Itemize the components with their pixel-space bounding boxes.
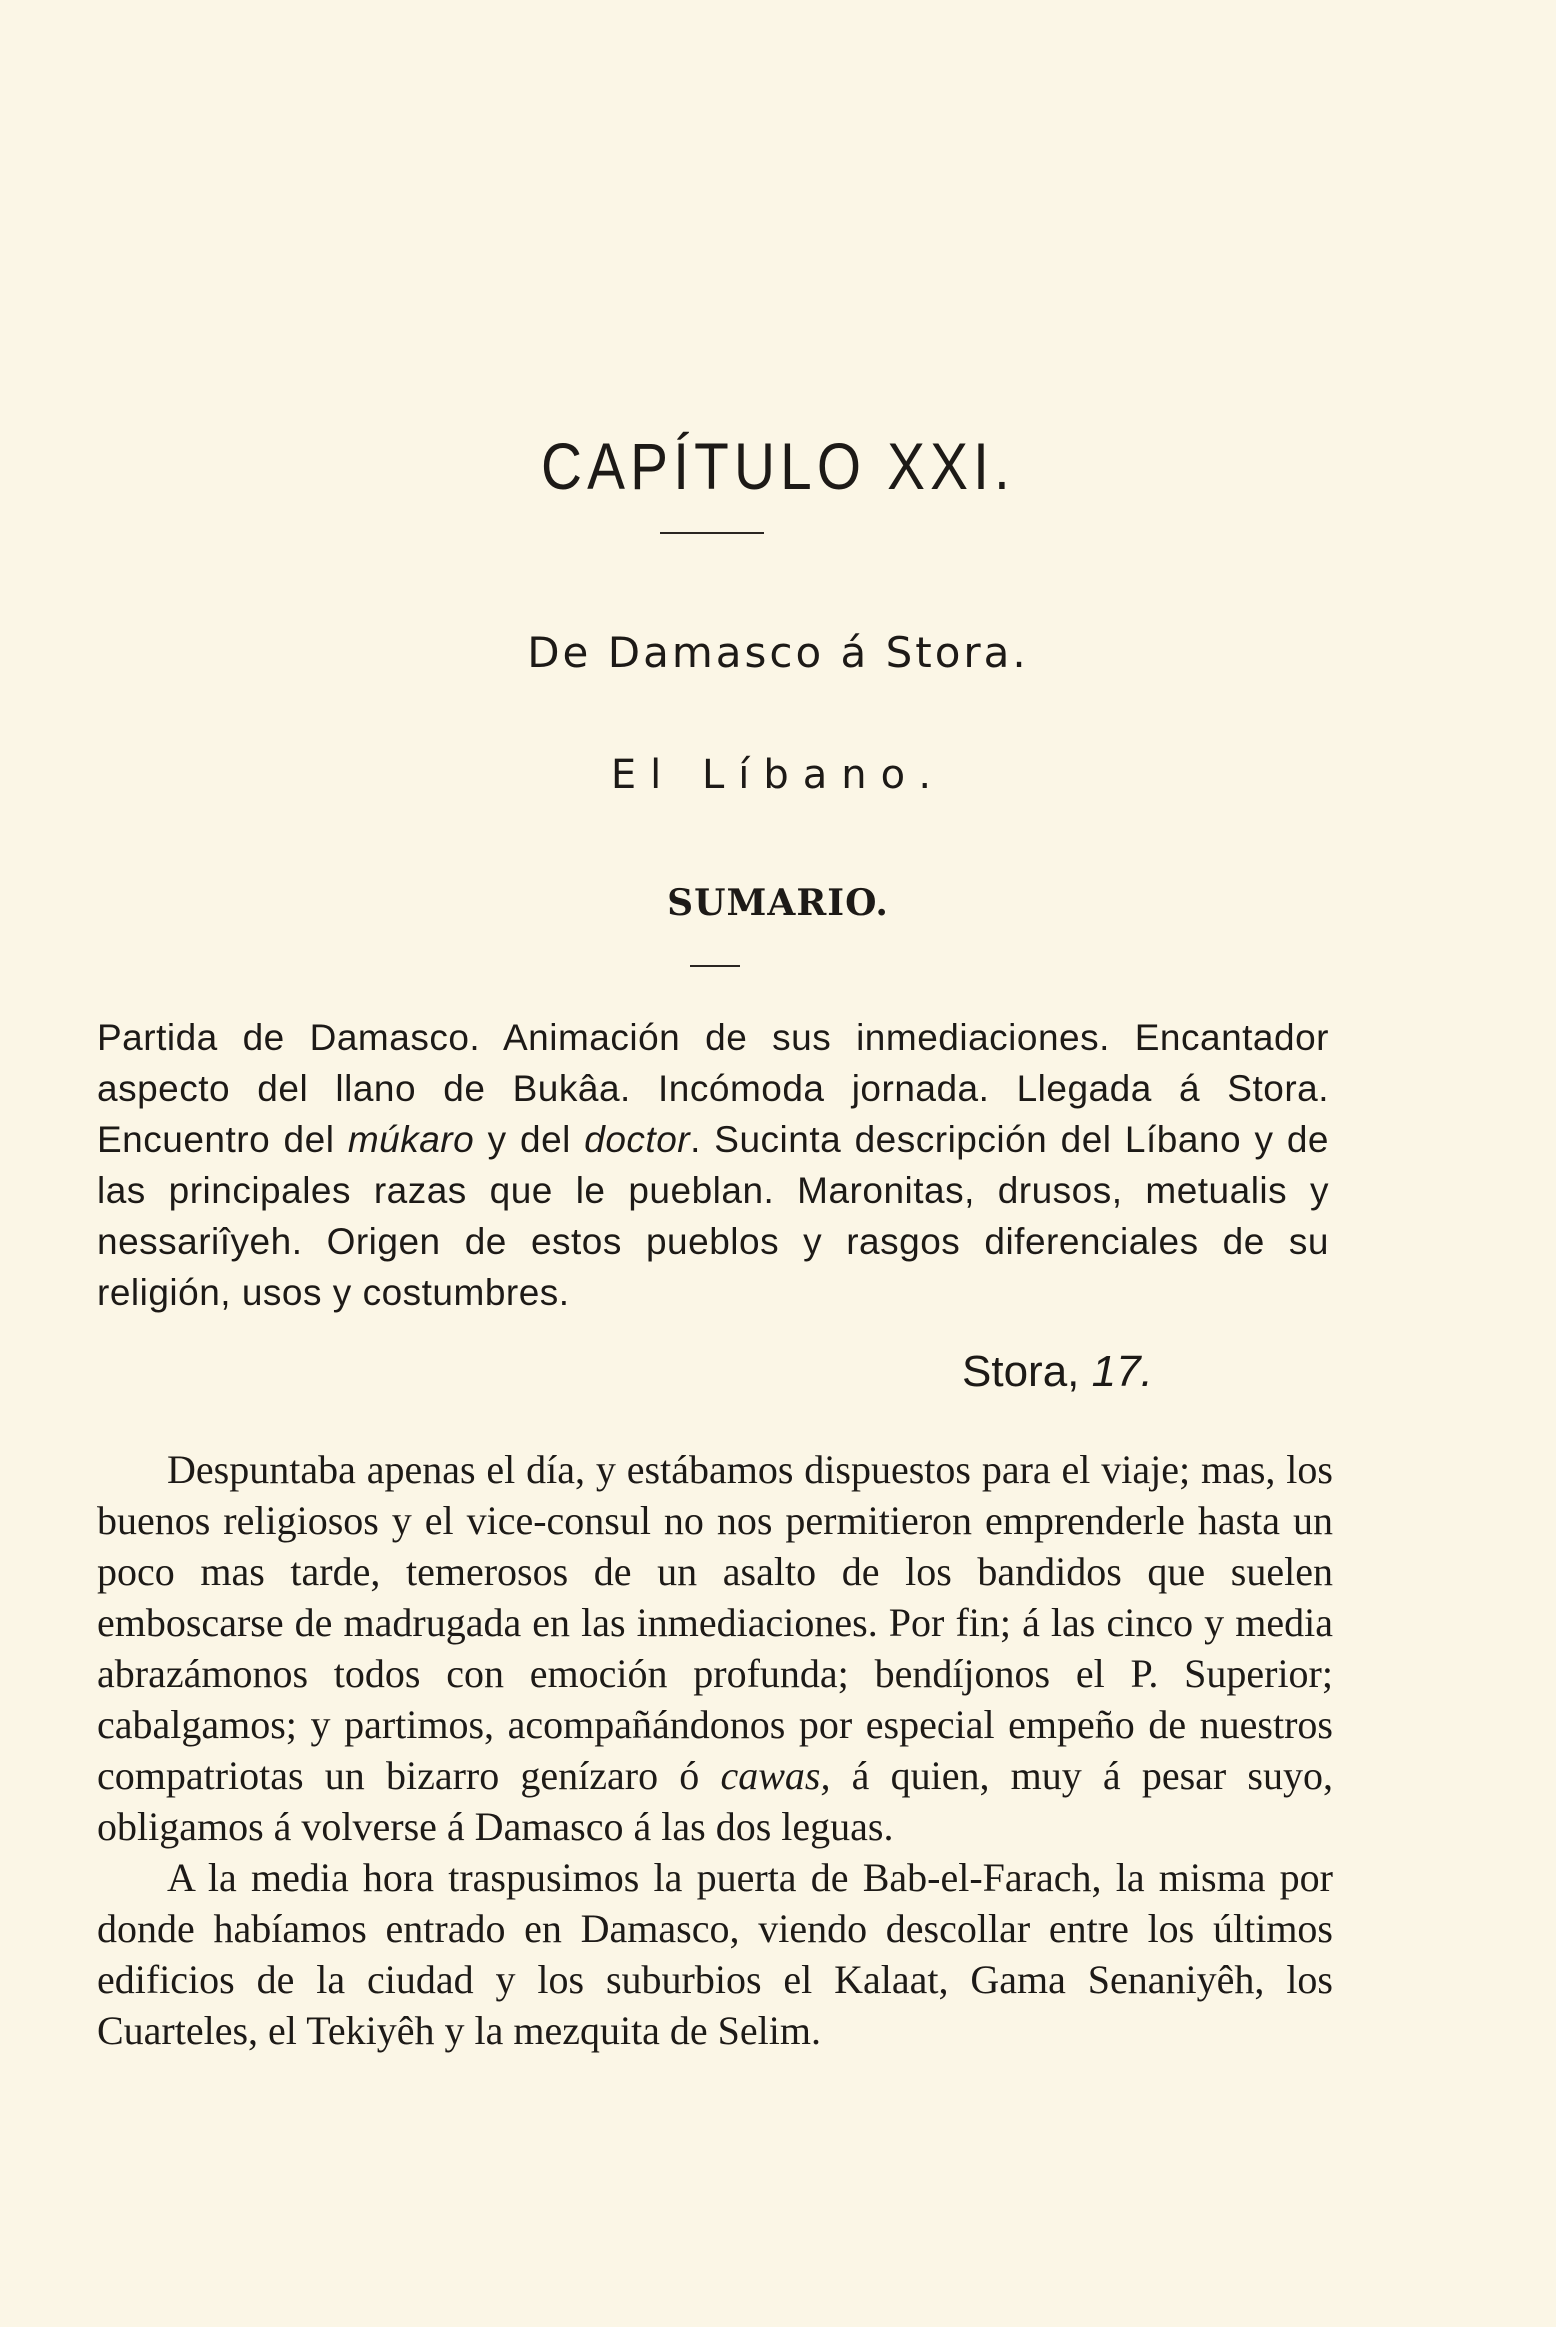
paragraph: A la media hora traspusimos la puerta de Bab-el-Farach, la misma por donde habíamos entrado en Damasco, viendo descollar entre los últimos edificios de la ciudad y los suburbios el Kalaat, Gama Senaniyêh, los Cuarteles, el Tekiyêh y la mezquita de Selim. bbox=[97, 1855, 1333, 2053]
title-divider bbox=[660, 532, 764, 534]
paragraph-text: á quien, muy á pesar suyo, obligamos á volverse á Damasco á las dos leguas. bbox=[97, 1753, 1334, 1849]
body-text bbox=[97, 1444, 1333, 2056]
dateline-place: Stora, bbox=[962, 1347, 1080, 1396]
paragraph-text: Despuntaba apenas el día, y estábamos dispuestos para el viaje; mas, los buenos religiosos y el vice-consul no nos permitieron emprenderle hasta un poco mas tarde, temerosos de un asalto de los bandidos que suelen emboscarse de madrugada en las inmediaciones. Por fin; á las cinco y media abrazámonos todos con emoción profunda; bendíjonos el P. Superior; cabalgamos; y partimos, acompañándonos por especial empeño de nuestros compatriotas un bizarro genízaro ó bbox=[97, 1447, 1333, 1798]
paragraph bbox=[97, 1444, 1333, 1852]
chapter-summary bbox=[97, 1012, 1329, 1318]
summary-italic-doctor: doctor bbox=[584, 1119, 691, 1160]
summary-text: y del bbox=[474, 1119, 585, 1160]
region-subtitle: El Líbano. bbox=[610, 752, 946, 798]
summary-divider bbox=[690, 965, 740, 967]
chapter-title: CAPÍTULO XXI. bbox=[541, 429, 1015, 503]
summary-text: . Sucinta descripción del Líbano y de las principales razas que le pueblan. Maronitas, drusos, metualis y nessariîyeh. Origen de estos pueblos y rasgos diferenciales de su religión, usos y costumbres. bbox=[97, 1119, 1330, 1313]
dateline-day: 17. bbox=[1091, 1347, 1153, 1396]
route-subtitle: De Damasco á Stora. bbox=[527, 628, 1029, 677]
summary-heading: SUMARIO. bbox=[667, 882, 889, 924]
dateline bbox=[962, 1347, 1153, 1397]
summary-italic-mukaro: múkaro bbox=[347, 1119, 475, 1160]
paragraph-italic: cawas, bbox=[720, 1753, 831, 1798]
summary-text: Partida de Damasco. Animación de sus inmediaciones. Encantador aspecto del llano de Bukâa. Incómoda jornada. Llegada á Stora. Encuentro del bbox=[97, 1017, 1329, 1160]
